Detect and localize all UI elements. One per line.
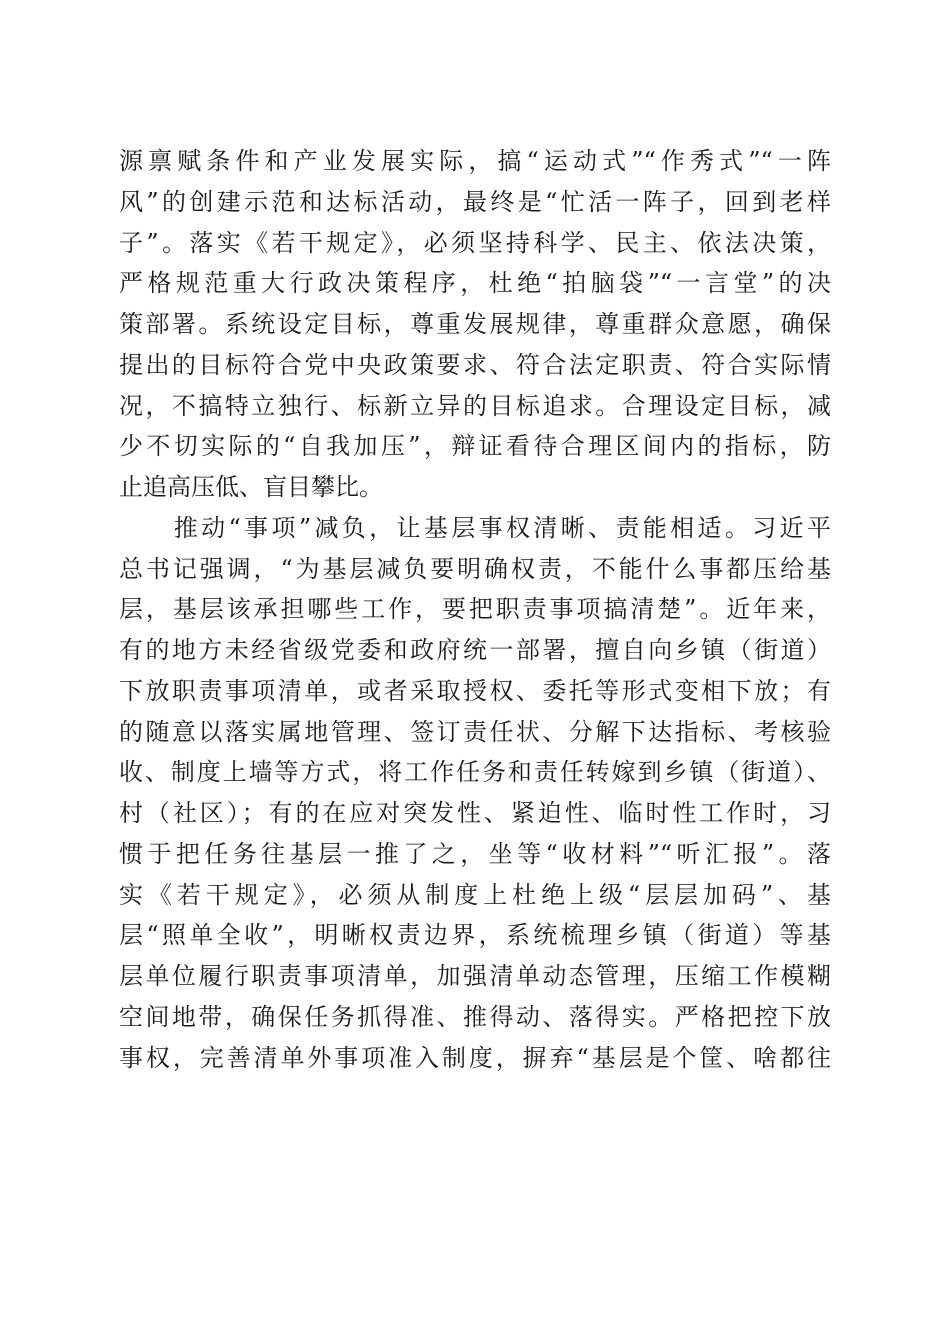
text-line: 层，基层该承担哪些工作，要把职责事项搞清楚”。近年来， xyxy=(119,595,831,624)
text-line: 收、制度上墙等方式，将工作任务和责任转嫁到乡镇（街道）、 xyxy=(119,758,831,787)
paragraph-1 xyxy=(119,141,831,508)
document-body xyxy=(119,141,831,1078)
text-line: 止追高压低、盲目攀比。 xyxy=(119,473,383,501)
text-line: 实《若干规定》，必须从制度上杜绝上级“层层加码”、基 xyxy=(119,880,831,909)
text-line: 村（社区）；有的在应对突发性、紧迫性、临时性工作时，习 xyxy=(119,799,831,827)
text-line: 事权，完善清单外事项准入制度，摒弃“基层是个筐、啥都往 xyxy=(119,1043,831,1072)
text-line: 况，不搞特立独行、标新立异的目标追求。合理设定目标，减 xyxy=(119,391,831,420)
text-line: 惯于把任务往基层一推了之，坐等“收材料”“听汇报”。落 xyxy=(119,839,831,868)
text-line: 子”。落实《若干规定》，必须坚持科学、民主、依法决策， xyxy=(119,228,831,257)
text-line: 风”的创建示范和达标活动，最终是“忙活一阵子，回到老样 xyxy=(119,187,831,216)
text-line: 层单位履行职责事项清单，加强清单动态管理，压缩工作模糊 xyxy=(119,962,831,990)
paragraph-2 xyxy=(119,508,831,1079)
text-line: 严格规范重大行政决策程序，杜绝“拍脑袋”“一言堂”的决 xyxy=(119,269,831,298)
text-line: 总书记强调，“为基层减负要明确权责，不能什么事都压给基 xyxy=(119,554,831,583)
text-line: 源禀赋条件和产业发展实际，搞“运动式”“作秀式”“一阵 xyxy=(119,147,831,175)
text-line: 少不切实际的“自我加压”，辩证看待合理区间内的指标，防 xyxy=(119,432,831,461)
text-line: 策部署。系统设定目标，尊重发展规律，尊重群众意愿，确保 xyxy=(119,310,831,338)
text-line: 提出的目标符合党中央政策要求、符合法定职责、符合实际情 xyxy=(119,350,831,379)
text-line: 层“照单全收”，明晰权责边界，系统梳理乡镇（街道）等基 xyxy=(119,921,831,950)
text-line: 空间地带，确保任务抓得准、推得动、落得实。严格把控下放 xyxy=(119,1002,831,1031)
text-line: 有的地方未经省级党委和政府统一部署，擅自向乡镇（街道） xyxy=(119,636,831,664)
text-line: 推动“事项”减负，让基层事权清晰、责能相适。习近平 xyxy=(119,513,831,542)
text-line: 的随意以落实属地管理、签订责任状、分解下达指标、考核验 xyxy=(119,717,831,746)
text-line: 下放职责事项清单，或者采取授权、委托等形式变相下放；有 xyxy=(119,676,831,705)
